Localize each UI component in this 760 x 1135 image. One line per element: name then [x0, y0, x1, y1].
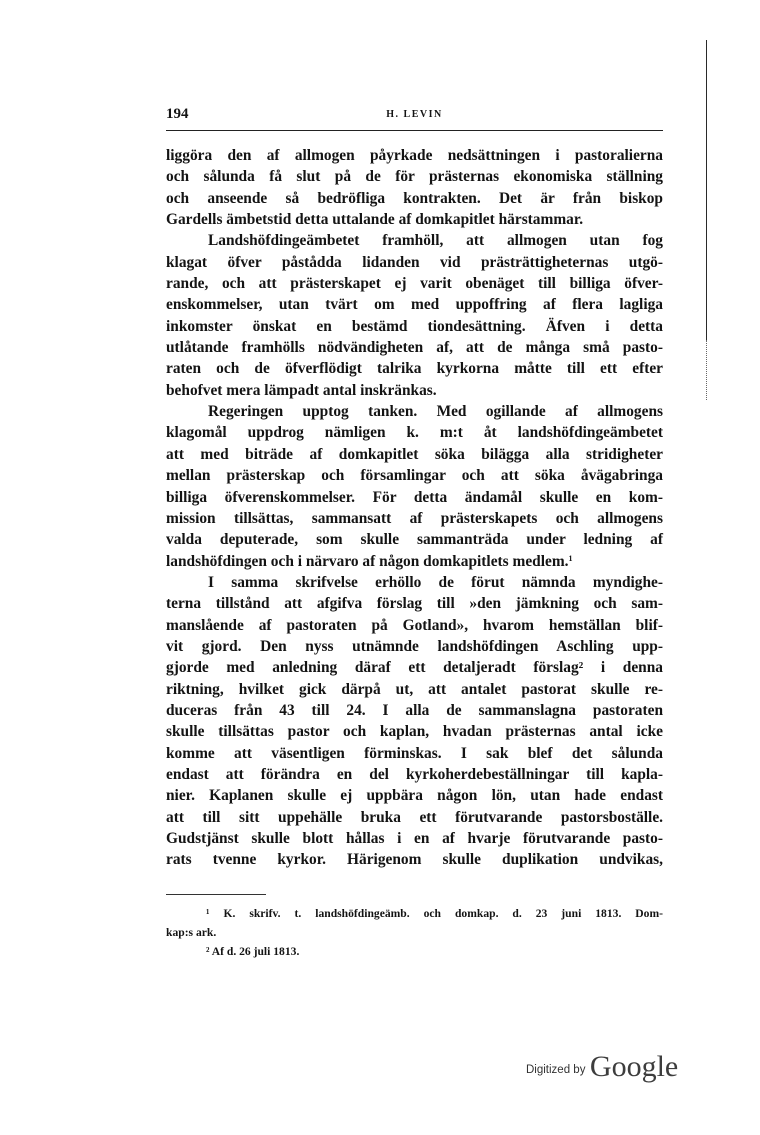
text-line-content: Regeringen upptog tanken. Med ogillande af allmogens — [208, 403, 663, 421]
text-line — [166, 657, 663, 678]
text-line-content: billiga öfverenskommelser. För detta ändamål skulle en kom- — [166, 488, 663, 506]
page-header — [166, 104, 663, 131]
text-line — [166, 209, 663, 230]
text-line-content: inkomster önskat en bestämd tiondesättning. Äfven i detta — [166, 317, 663, 335]
text-line — [166, 337, 663, 358]
text-line-content: raten och de öfverflödigt talrika kyrkorna måtte till ett efter — [166, 360, 663, 378]
text-line — [166, 700, 663, 721]
text-line-content: och anseende så bedröfliga kontrakten. Det är från biskop — [166, 189, 663, 207]
text-line — [166, 422, 663, 443]
footnote-line: ¹ K. skrifv. t. landshöfdingeämb. och domkap. d. 23 juni 1813. Dom- — [206, 907, 663, 920]
footnotes — [166, 904, 663, 961]
digitized-by-google-watermark — [526, 1050, 678, 1090]
text-line-content: nier. Kaplanen skulle ej uppbära någon lön, utan hade endast — [166, 787, 663, 805]
text-line — [166, 166, 663, 187]
text-line — [166, 679, 663, 700]
text-line-content: valda deputerade, som skulle sammanträda under ledning af — [166, 531, 663, 549]
text-line-content: Gardells ämbetstid detta uttalande af domkapitlet härstammar. — [166, 211, 584, 229]
text-line — [166, 764, 663, 785]
text-line — [166, 465, 663, 486]
text-line-content: att till sitt uppehälle bruka ett förutvarande pastorsboställe. — [166, 808, 663, 826]
text-line — [166, 636, 663, 657]
footnote-rule — [166, 894, 266, 895]
text-line — [166, 230, 663, 251]
text-line — [166, 401, 663, 422]
footnote-line: ² Af d. 26 juli 1813. — [206, 945, 300, 958]
text-line-content: behofvet mera lämpadt antal inskränkas. — [166, 381, 437, 399]
text-line-content: endast att förändra en del kyrkoherdebeställningar till kapla- — [166, 765, 663, 783]
text-line — [166, 849, 663, 870]
text-line — [166, 572, 663, 593]
text-line — [166, 188, 663, 209]
text-line — [166, 508, 663, 529]
body-text — [166, 145, 663, 871]
text-line-content: riktning, hvilket gick därpå ut, att antalet pastorat skulle re- — [166, 680, 663, 698]
text-line-content: rats tvenne kyrkor. Härigenom skulle duplikation undvikas, — [166, 851, 663, 869]
text-line — [166, 145, 663, 166]
text-line-content: gjorde med anledning däraf ett detaljeradt förslag² i denna — [166, 659, 663, 677]
text-line — [166, 785, 663, 806]
text-line-content: klagat öfver påstådda lidanden vid prästrättigheternas utgö- — [166, 253, 663, 271]
text-line-content: mission tillsättas, sammansatt af prästerskapets och allmogens — [166, 509, 663, 527]
text-line-content: komme att väsentligen förminskas. I sak blef det sålunda — [166, 744, 663, 762]
text-line-content: I samma skrifvelse erhöllo de förut nämnda myndighe- — [208, 573, 663, 591]
text-line — [166, 721, 663, 742]
text-line — [166, 444, 663, 465]
text-line-content: duceras från 43 till 24. I alla de sammanslagna pastoraten — [166, 701, 663, 719]
watermark-brand: Google — [589, 1050, 679, 1083]
text-line-content: utlåtande framhölls nödvändigheten af, att de många små pasto- — [166, 339, 663, 357]
watermark-prefix: Digitized by — [526, 1064, 586, 1076]
text-line-content: klagomål uppdrog nämligen k. m:t åt landshöfdingeämbetet — [166, 424, 663, 442]
text-line — [166, 380, 663, 401]
footnote-line: kap:s ark. — [166, 926, 217, 939]
text-line — [166, 593, 663, 614]
text-line — [166, 252, 663, 273]
text-line-content: liggöra den af allmogen påyrkade nedsättningen i pastoralierna — [166, 147, 663, 164]
text-line — [166, 743, 663, 764]
page-number: 194 — [166, 106, 189, 122]
text-line-content: mellan prästerskap och församlingar och att söka åvägabringa — [166, 467, 663, 485]
text-line-content: enskommelser, utan tvärt om med uppoffring af flera lagliga — [166, 296, 663, 314]
text-line-content: manslående af pastoraten på Gotland», hvarom hemställan blif- — [166, 616, 663, 634]
text-line-content: vit gjord. Den nyss utnämnde landshöfdingen Aschling upp- — [166, 637, 663, 655]
text-line-content: Gudstjänst skulle blott hållas i en af hvarje förutvarande pasto- — [166, 830, 663, 847]
text-line — [166, 487, 663, 508]
text-line-content: att med biträde af domkapitlet söka bilägga alla stridigheter — [166, 445, 663, 463]
text-line — [166, 828, 663, 849]
text-line-content: terna tillstånd att afgifva förslag till »den jämkning och sam- — [166, 595, 663, 613]
text-line-content: skulle tillsättas pastor och kaplan, hvadan prästernas antal icke — [166, 723, 663, 741]
text-line — [166, 807, 663, 828]
text-line-content: rande, och att prästerskapet ej varit obenäget till billiga öfver- — [166, 275, 663, 293]
scan-edge-marks — [706, 340, 708, 400]
text-line — [166, 529, 663, 550]
text-line — [166, 316, 663, 337]
text-line-content: landshöfdingen och i närvaro af någon domkapitlets medlem. — [166, 552, 569, 570]
text-line — [166, 273, 663, 294]
text-line — [166, 615, 663, 636]
text-line-content: Landshöfdingeämbetet framhöll, att allmogen utan fog — [208, 232, 663, 250]
running-head: H. LEVIN — [386, 109, 443, 120]
text-line — [166, 358, 663, 379]
text-line-content: och sålunda få slut på de för prästernas ekonomiska ställning — [166, 168, 663, 186]
text-line — [166, 551, 663, 572]
text-line — [166, 294, 663, 315]
footnote-marker: 1 — [568, 553, 573, 563]
scan-edge-line — [706, 40, 707, 340]
